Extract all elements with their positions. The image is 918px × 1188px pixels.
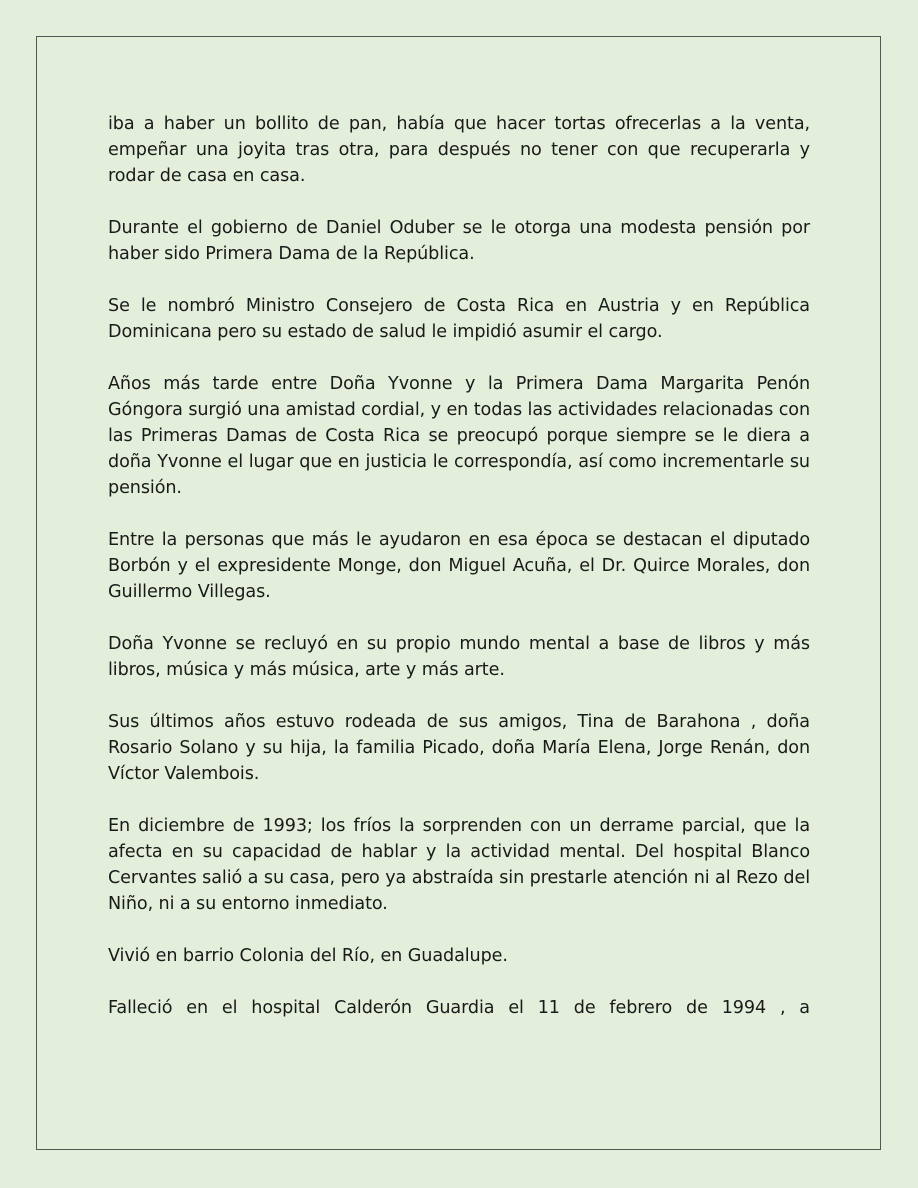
document-body — [108, 111, 810, 1047]
paragraph-8: En diciembre de 1993; los fríos la sorprenden con un derrame parcial, que la afecta en su capacidad de hablar y la actividad mental. Del hospital Blanco Cervantes salió a su casa, pero ya abstraída sin prestarle atención ni al Rezo del Niño, ni a su entorno inmediato. — [108, 816, 810, 914]
paragraph-5: Entre la personas que más le ayudaron en esa época se destacan el diputado Borbón y el expresidente Monge, don Miguel Acuña, el Dr. Quirce Morales, don Guillermo Villegas. — [108, 530, 810, 602]
paragraph-7: Sus últimos años estuvo rodeada de sus amigos, Tina de Barahona , doña Rosario Solano y su hija, la familia Picado, doña María Elena, Jorge Renán, don Víctor Valembois. — [108, 712, 810, 784]
paragraph-2: Durante el gobierno de Daniel Oduber se le otorga una modesta pensión por haber sido Primera Dama de la República. — [108, 218, 810, 264]
paragraph-1: iba a haber un bollito de pan, había que hacer tortas ofrecerlas a la venta, empeñar una joyita tras otra, para después no tener con que recuperarla y rodar de casa en casa. — [108, 114, 810, 186]
paragraph-10: Falleció en el hospital Calderón Guardia el 11 de febrero de 1994 , a — [108, 998, 810, 1018]
paragraph-6: Doña Yvonne se recluyó en su propio mundo mental a base de libros y más libros, música y más música, arte y más arte. — [108, 634, 810, 680]
paragraph-3: Se le nombró Ministro Consejero de Costa Rica en Austria y en República Dominicana pero su estado de salud le impidió asumir el cargo. — [108, 296, 810, 342]
paragraph-9: Vivió en barrio Colonia del Río, en Guadalupe. — [108, 946, 508, 966]
paragraph-4: Años más tarde entre Doña Yvonne y la Primera Dama Margarita Penón Góngora surgió una amistad cordial, y en todas las actividades relacionadas con las Primeras Damas de Costa Rica se preocupó porque siempre se le diera a doña Yvonne el lugar que en justicia le correspondía, así como incrementarle su pensión. — [108, 374, 810, 498]
